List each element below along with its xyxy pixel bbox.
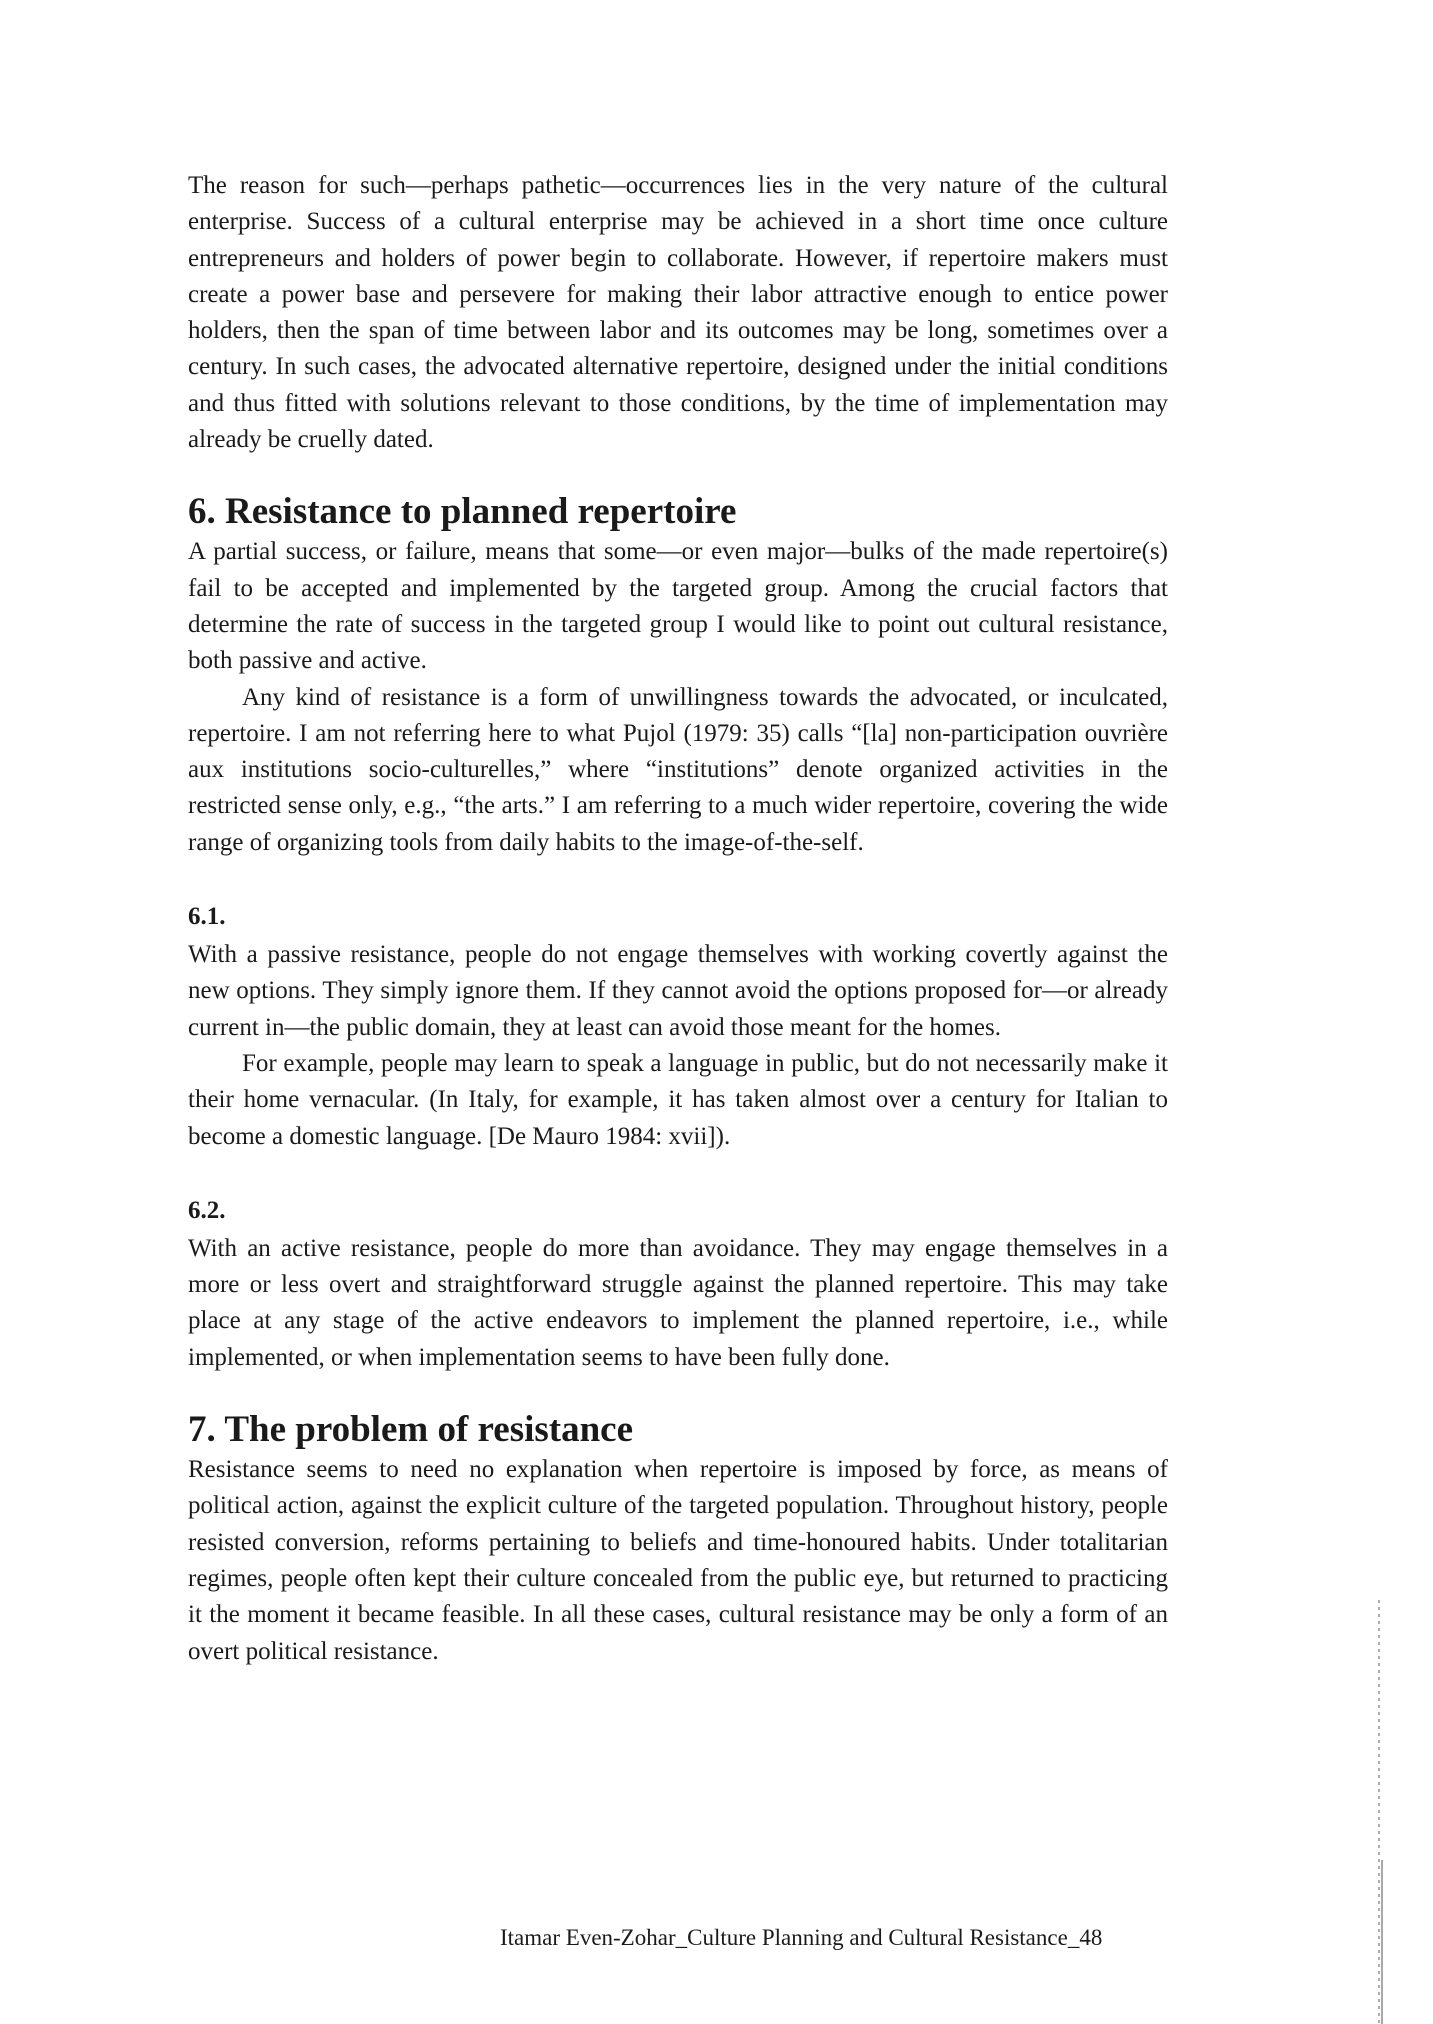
subsection-6-2-paragraph-1: With an active resistance, people do more than avoidance. They may engage themselves in a more or less overt and straightforward struggle against the planned repertoire. This may take place at any stage of the active endeavors to implement the planned repertoire, i.e., while implemented, or when implementation seems to have been fully done. [188, 1234, 1168, 1371]
section-6-heading: 6. Resistance to planned repertoire [188, 491, 737, 533]
subsection-6-1-heading: 6.1. [188, 903, 226, 931]
subsection-6-1-paragraph-1: With a passive resistance, people do not engage themselves with working covertly against the new options. They simply ignore them. If they cannot avoid the options proposed for—or already current in—the public domain, they at least can avoid those meant for the homes. [188, 941, 1168, 1041]
scan-edge-mark [1378, 1600, 1380, 2024]
section-6-paragraph-1: A partial success, or failure, means that some—or even major—bulks of the made repertoire(s) fail to be accepted and implemented by the targeted group. Among the crucial factors that determine the rate of success in the targeted group I would like to point out cultural resistance, both passive and active. [188, 538, 1168, 675]
intro-paragraph: The reason for such—perhaps pathetic—occurrences lies in the very nature of the cultural enterprise. Success of a cultural enterprise may be achieved in a short time once culture entrepreneurs and holders of power begin to collaborate. However, if repertoire makers must create a power base and persevere for making their labor attractive enough to entice power holders, then the span of time between labor and its outcomes may be long, sometimes over a century. In such cases, the advocated alternative repertoire, designed under the initial conditions and thus fitted with solutions relevant to those conditions, by the time of implementation may already be cruelly dated. [188, 172, 1168, 454]
subsection-6-2-heading: 6.2. [188, 1196, 226, 1224]
section-6-paragraph-2: Any kind of resistance is a form of unwillingness towards the advocated, or inculcated, repertoire. I am not referring here to what Pujol (1979: 35) calls “[la] non-participation ouvrière aux institutions socio-culturelles,” where “institutions” denote organized activities in the restricted sense only, e.g., “the arts.” I am referring to a much wider repertoire, covering the wide range of organizing tools from daily habits to the image-of-the-self. [188, 683, 1168, 856]
section-7-paragraph-1: Resistance seems to need no explanation when repertoire is imposed by force, as means of political action, against the explicit culture of the targeted population. Throughout history, people resisted conversion, reforms pertaining to beliefs and time-honoured habits. Under totalitarian regimes, people often kept their culture concealed from the public eye, but returned to practicing it the moment it became feasible. In all these cases, cultural resistance may be only a form of an overt political resistance. [188, 1456, 1168, 1665]
scan-edge-mark-lower [1381, 1860, 1383, 2024]
page-body [188, 168, 1168, 1670]
section-7-heading: 7. The problem of resistance [188, 1409, 634, 1451]
subsection-6-1-paragraph-2: For example, people may learn to speak a language in public, but do not necessarily make it their home vernacular. (In Italy, for example, it has taken almost over a century for Italian to become a domestic language. [De Mauro 1984: xvii]). [188, 1049, 1168, 1150]
page-footer: Itamar Even-Zohar_Culture Planning and Cultural Resistance_48 [500, 1925, 1103, 1950]
